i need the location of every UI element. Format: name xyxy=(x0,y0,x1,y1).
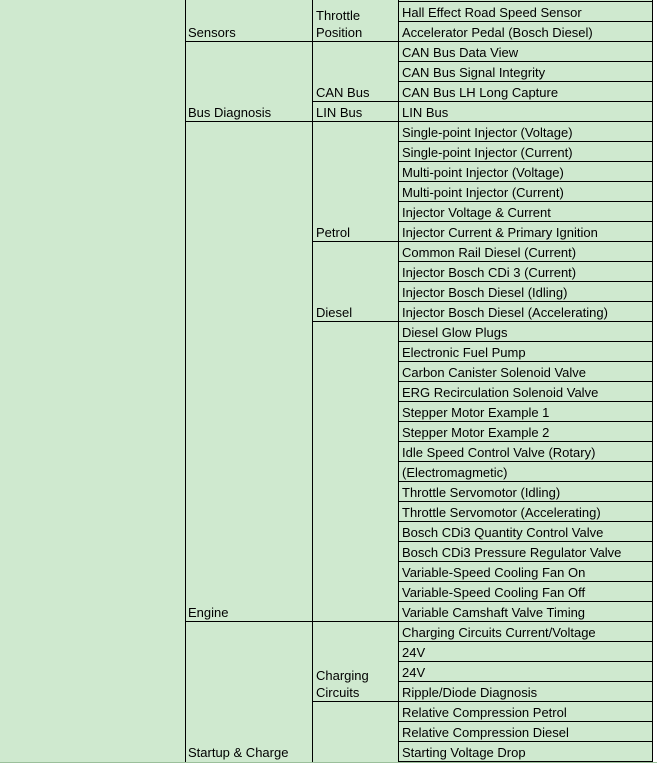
test-item[interactable]: 24V xyxy=(402,665,426,680)
row-border xyxy=(313,621,399,622)
category-sensors: Sensors xyxy=(188,25,236,40)
subcategory-charging-circuits xyxy=(316,667,396,701)
test-item[interactable]: Bosch CDi3 Pressure Regulator Valve xyxy=(402,545,622,560)
category-startup-charge: Startup & Charge xyxy=(188,745,289,760)
category-bus-diagnosis: Bus Diagnosis xyxy=(188,105,272,120)
test-item[interactable]: 24V xyxy=(402,645,426,660)
test-item[interactable]: LIN Bus xyxy=(402,105,449,120)
test-item[interactable]: Variable Camshaft Valve Timing xyxy=(402,605,586,620)
subcategory-lin-bus: LIN Bus xyxy=(316,105,363,120)
test-item[interactable]: CAN Bus Data View xyxy=(402,45,519,60)
column-a xyxy=(0,0,186,762)
test-item[interactable]: Stepper Motor Example 2 xyxy=(402,425,550,440)
test-item[interactable]: Common Rail Diesel (Current) xyxy=(402,245,577,260)
test-item[interactable]: Diesel Glow Plugs xyxy=(402,325,508,340)
test-item[interactable]: Charging Circuits Current/Voltage xyxy=(402,625,596,640)
subcategory-can-bus: CAN Bus xyxy=(316,85,370,100)
sheet-right-edge xyxy=(653,0,657,765)
test-item[interactable]: Accelerator Pedal (Bosch Diesel) xyxy=(402,25,593,40)
row-border xyxy=(313,41,399,42)
test-item[interactable]: Multi-point Injector (Voltage) xyxy=(402,165,564,180)
test-item[interactable]: Ripple/Diode Diagnosis xyxy=(402,685,538,700)
test-item[interactable]: Single-point Injector (Voltage) xyxy=(402,125,573,140)
test-item[interactable]: ERG Recirculation Solenoid Valve xyxy=(402,385,599,400)
test-item[interactable]: Relative Compression Petrol xyxy=(402,705,567,720)
test-item[interactable]: Injector Bosch CDi 3 (Current) xyxy=(402,265,577,280)
test-item[interactable]: (Electromagmetic) xyxy=(402,465,508,480)
subcategory-diesel: Diesel xyxy=(316,305,353,320)
row-border xyxy=(399,681,653,682)
test-item[interactable]: Starting Voltage Drop xyxy=(402,745,526,760)
test-item[interactable]: Relative Compression Diesel xyxy=(402,725,569,740)
test-item[interactable]: Throttle Servomotor (Accelerating) xyxy=(402,505,601,520)
test-item[interactable]: Injector Bosch Diesel (Accelerating) xyxy=(402,305,608,320)
category-engine: Engine xyxy=(188,605,229,620)
row-border xyxy=(399,661,653,662)
test-item[interactable]: CAN Bus Signal Integrity xyxy=(402,65,546,80)
test-item[interactable]: Electronic Fuel Pump xyxy=(402,345,526,360)
subcategory-charging-circuits-label: Charging Circuits xyxy=(316,668,369,700)
test-item[interactable]: Variable-Speed Cooling Fan On xyxy=(402,565,586,580)
subcategory-throttle-position xyxy=(316,7,396,41)
test-item[interactable]: Idle Speed Control Valve (Rotary) xyxy=(402,445,596,460)
test-item[interactable]: Injector Voltage & Current xyxy=(402,205,551,220)
test-item[interactable]: Multi-point Injector (Current) xyxy=(402,185,564,200)
test-item[interactable]: Injector Current & Primary Ignition xyxy=(402,225,598,240)
test-item[interactable]: Hall Effect Road Speed Sensor xyxy=(402,5,582,20)
sheet-bottom-line xyxy=(0,762,657,763)
test-item[interactable]: Single-point Injector (Current) xyxy=(402,145,573,160)
test-item[interactable]: Carbon Canister Solenoid Valve xyxy=(402,365,587,380)
test-item[interactable]: Injector Bosch Diesel (Idling) xyxy=(402,285,568,300)
subcategory-petrol: Petrol xyxy=(316,225,350,240)
test-item[interactable]: CAN Bus LH Long Capture xyxy=(402,85,559,100)
row-border xyxy=(313,701,399,702)
test-item[interactable]: Stepper Motor Example 1 xyxy=(402,405,550,420)
subcategory-throttle-position-label: Throttle Position xyxy=(316,8,363,40)
test-item[interactable]: Variable-Speed Cooling Fan Off xyxy=(402,585,586,600)
test-item[interactable]: Bosch CDi3 Quantity Control Valve xyxy=(402,525,604,540)
test-item[interactable]: Throttle Servomotor (Idling) xyxy=(402,485,561,500)
row-border xyxy=(399,1,653,2)
